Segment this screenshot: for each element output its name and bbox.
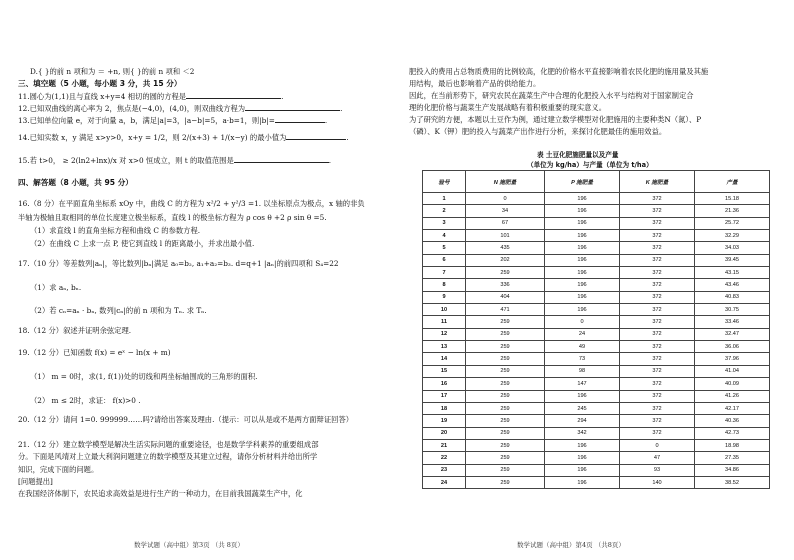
table-cell: 259 (466, 452, 545, 464)
table-cell: 34.86 (695, 464, 770, 476)
table-cell: 93 (620, 464, 695, 476)
table-row (423, 291, 770, 303)
table-cell: 372 (620, 427, 695, 439)
question-21-line2: 分。下面是风靖对上立最大利润问题建立的数学模型及其建立过程，请你分析材料并给出所学 (18, 452, 318, 461)
table-row (423, 439, 770, 451)
question-13: 13.已知单位向量 e，对于向量 a，b，满足|a|=3，|a−b|=5，a·b=1，则|b|= . (18, 116, 328, 125)
table-cell: 21 (423, 439, 466, 451)
question-17-part2: （2）若 cₙ=aₙ · bₙ, 数列|cₙ|的前 n 项和为 Tₙ. 求 Tₙ. (30, 306, 207, 315)
table-cell: 196 (545, 291, 620, 303)
header-n: N 施肥量 (466, 171, 545, 193)
table-cell: 20 (423, 427, 466, 439)
table-cell: 2 (423, 205, 466, 217)
table-row (423, 279, 770, 291)
paragraph-line: （磷）、K（钾）肥的投入与蔬菜产出作进行分析，来探讨化肥最佳的施用效益。 (409, 127, 667, 136)
table-cell: 19 (423, 415, 466, 427)
problem-heading: [问题提出] (18, 477, 53, 486)
question-21-line1: 21.（12 分）建立数学模型是解决生活实际问题的重要途径，也是数学学科素养的重要组成部 (18, 440, 319, 449)
question-21-line3: 知识，完成下面的问题。 (18, 465, 99, 474)
table-cell: 22 (423, 452, 466, 464)
question-16-part1: （1）求直线 l 的直角坐标方程和曲线 C 的参数方程. (30, 226, 201, 235)
table-cell: 196 (545, 304, 620, 316)
table-cell: 372 (620, 341, 695, 353)
table-cell: 372 (620, 415, 695, 427)
question-19-part2: （2） m ≤ 2时，求证： f(x)>0 . (30, 396, 141, 405)
table-cell: 0 (620, 439, 695, 451)
table-cell: 7 (423, 267, 466, 279)
paragraph-line: 用结构，最后也影响着产品的供给能力。 (409, 79, 541, 88)
table-cell: 372 (620, 402, 695, 414)
table-cell: 43.15 (695, 267, 770, 279)
question-14: 14.已知实数 x，y 满足 x>y>0，x+y = 1/2，则 2/(x+3) + 1/(x−y) 的最小值为 . (18, 133, 349, 142)
table-cell: 140 (620, 476, 695, 488)
table-row (423, 328, 770, 340)
table-cell: 5 (423, 242, 466, 254)
table-cell: 4 (423, 230, 466, 242)
table-cell: 196 (545, 254, 620, 266)
header-p: P 施肥量 (545, 171, 620, 193)
table-cell: 34.03 (695, 242, 770, 254)
table-cell: 372 (620, 390, 695, 402)
table-cell: 101 (466, 230, 545, 242)
header-k: K 施肥量 (620, 171, 695, 193)
table-cell: 259 (466, 267, 545, 279)
table-cell: 27.35 (695, 452, 770, 464)
table-row (423, 217, 770, 229)
question-18: 18.（12 分）叙述并证明余弦定理. (18, 326, 132, 335)
table-cell: 259 (466, 476, 545, 488)
table-row (423, 205, 770, 217)
table-cell: 36.06 (695, 341, 770, 353)
table-cell: 372 (620, 254, 695, 266)
table-row (423, 464, 770, 476)
table-cell: 372 (620, 316, 695, 328)
table-cell: 0 (466, 193, 545, 205)
table-cell: 11 (423, 316, 466, 328)
table-cell: 259 (466, 427, 545, 439)
table-row (423, 452, 770, 464)
table-row (423, 415, 770, 427)
section-fill-blank-heading: 三、填空题（5 小题，每小题 3 分，共 15 分） (18, 79, 182, 88)
table-row (423, 267, 770, 279)
table-cell: 259 (466, 439, 545, 451)
table-cell: 372 (620, 378, 695, 390)
table-cell: 196 (545, 267, 620, 279)
table-cell: 259 (466, 378, 545, 390)
table-cell: 342 (545, 427, 620, 439)
question-20: 20.（12 分）请问 1=0. 999999……吗?请给出答案及理由.（提示：可以从是或不是两方面辩证回答） (18, 415, 354, 424)
table-cell: 196 (545, 242, 620, 254)
table-cell: 336 (466, 279, 545, 291)
table-cell: 9 (423, 291, 466, 303)
table-cell: 24 (423, 476, 466, 488)
table-cell: 98 (545, 365, 620, 377)
option-d: D.{ }的前 n 项和为 ＝ +n, 则{ }的前 n 项和 ＜2 (30, 67, 195, 76)
table-cell: 196 (545, 279, 620, 291)
table-cell: 37.96 (695, 353, 770, 365)
page-footer: 数学试题（高中组）第3页 （共 8页） (134, 541, 244, 549)
header-trial: 验号 (423, 171, 466, 193)
question-16-part2: （2）在曲线 C 上求一点 P, 使它到直线 l 的距离最小，并求出最小值. (30, 239, 255, 248)
table-cell: 33.46 (695, 316, 770, 328)
table-cell: 34 (466, 205, 545, 217)
table-cell: 372 (620, 291, 695, 303)
table-cell: 196 (545, 390, 620, 402)
table-cell: 38.52 (695, 476, 770, 488)
table-cell: 259 (466, 341, 545, 353)
table-cell: 196 (545, 205, 620, 217)
table-cell: 372 (620, 304, 695, 316)
table-cell: 372 (620, 217, 695, 229)
table-cell: 0 (545, 316, 620, 328)
table-cell: 196 (545, 452, 620, 464)
table-cell: 13 (423, 341, 466, 353)
table-cell: 18 (423, 402, 466, 414)
table-cell: 43.46 (695, 279, 770, 291)
table-cell: 196 (545, 464, 620, 476)
table-cell: 18.98 (695, 439, 770, 451)
question-11: 11.圆心为(1,1)且与直线 x+y=4 相切的圆的方程是 . (18, 92, 284, 101)
table-cell: 39.45 (695, 254, 770, 266)
table-row (423, 378, 770, 390)
table-cell: 30.75 (695, 304, 770, 316)
table-cell: 435 (466, 242, 545, 254)
table-row (423, 230, 770, 242)
table-cell: 16 (423, 378, 466, 390)
table-row (423, 254, 770, 266)
table-row (423, 353, 770, 365)
question-16-line2: 半轴为极轴且取相同的单位长度建立极坐标系，直线 l 的极坐标方程为 ρ cos θ +2 ρ sin θ =5. (18, 213, 327, 222)
table-cell: 17 (423, 390, 466, 402)
table-row (423, 365, 770, 377)
question-19-part1: （1） m = 0时，求(1, f(1))处的切线和两坐标轴围成的三角形的面积. (30, 372, 258, 381)
table-row (423, 341, 770, 353)
table-cell: 372 (620, 365, 695, 377)
table-cell: 14 (423, 353, 466, 365)
table-cell: 147 (545, 378, 620, 390)
page-footer: 数学试题（高中组）第4页 （共8页） (517, 541, 625, 549)
table-cell: 259 (466, 390, 545, 402)
table-cell: 245 (545, 402, 620, 414)
table-cell: 42.17 (695, 402, 770, 414)
answer-blank (186, 92, 281, 99)
paragraph-line: 为了研究的方便，本题以土豆作为例，通过建立数学模型对化肥施用的主要种类N（氮）、P (409, 115, 702, 124)
table-cell: 12 (423, 328, 466, 340)
answer-blank (286, 133, 346, 140)
table-row (423, 476, 770, 488)
table-cell: 259 (466, 328, 545, 340)
answer-blank (275, 116, 325, 123)
table-cell: 372 (620, 328, 695, 340)
header-yield: 产量 (695, 171, 770, 193)
table-cell: 15 (423, 365, 466, 377)
table-row (423, 304, 770, 316)
table-cell: 8 (423, 279, 466, 291)
question-19: 19.（12 分）已知函数 f(x) = eˣ − ln(x + m) (18, 348, 171, 357)
table-cell: 259 (466, 353, 545, 365)
table-cell: 1 (423, 193, 466, 205)
table-cell: 6 (423, 254, 466, 266)
table-cell: 471 (466, 304, 545, 316)
table-cell: 372 (620, 205, 695, 217)
table-cell: 40.09 (695, 378, 770, 390)
table-cell: 67 (466, 217, 545, 229)
table-row (423, 390, 770, 402)
table-cell: 41.04 (695, 365, 770, 377)
table-cell: 404 (466, 291, 545, 303)
table-cell: 24 (545, 328, 620, 340)
table-cell: 259 (466, 316, 545, 328)
table-cell: 25.72 (695, 217, 770, 229)
table-cell: 202 (466, 254, 545, 266)
table-cell: 10 (423, 304, 466, 316)
table-cell: 196 (545, 217, 620, 229)
table-cell: 42.73 (695, 427, 770, 439)
question-17-part1: （1）求 aₙ, bₙ. (30, 283, 82, 292)
table-cell: 40.36 (695, 415, 770, 427)
table-cell: 259 (466, 415, 545, 427)
table-row (423, 402, 770, 414)
paragraph-line: 肥投入的费用占总物质费用的比例较高，化肥的价格水平直接影响着农民化肥的施用量及其施 (409, 67, 709, 76)
right-page (397, 0, 794, 560)
table-cell: 21.36 (695, 205, 770, 217)
table-cell: 40.83 (695, 291, 770, 303)
table-cell: 372 (620, 267, 695, 279)
paragraph-line: 理的化肥价格与蔬菜生产发展战略有着积极重要的现实意义。 (409, 103, 607, 112)
table-cell: 23 (423, 464, 466, 476)
table-cell: 372 (620, 230, 695, 242)
question-17: 17.（10 分）等差数列|aₙ|，等比数列|bₙ|满足 a₀=b₂, a₁+a₂=b₃. d=q+1 |aₙ|的前四项和 S₄=22 (18, 259, 339, 268)
table-cell: 196 (545, 476, 620, 488)
paragraph-line: 因此，在当前形势下，研究农民在蔬菜生产中合理的化肥投入水平与结构对于国家制定合 (409, 91, 694, 100)
table-cell: 47 (620, 452, 695, 464)
table-cell: 73 (545, 353, 620, 365)
table-cell: 259 (466, 365, 545, 377)
table-subtitle: （单位为 kg/ha）与产量（单位为 t/ha） (527, 161, 653, 169)
problem-paragraph: 在我国经济体制下，农民追求高效益是进行生产的一种动力，在目前我国蔬菜生产中，化 (18, 489, 303, 498)
table-cell: 372 (620, 353, 695, 365)
table-title: 表 土豆化肥施肥量以及产量 (537, 151, 619, 159)
fertilizer-table (422, 170, 770, 489)
table-cell: 372 (620, 242, 695, 254)
question-15: 15.若 t>0， ≥ 2(ln2+lnx)/x 对 x>0 恒成立，则 t 的取值范围是 . (18, 156, 332, 165)
answer-blank (245, 104, 340, 111)
table-cell: 41.26 (695, 390, 770, 402)
table-cell: 15.18 (695, 193, 770, 205)
table-row (423, 316, 770, 328)
table-header-row (423, 171, 770, 193)
question-16-line1: 16.（8 分）在平面直角坐标系 xOy 中，曲线 C 的方程为 x²/2 + y²/3 =1. 以坐标原点为极点，x 轴的非负 (18, 199, 365, 208)
table-cell: 259 (466, 464, 545, 476)
table-cell: 32.47 (695, 328, 770, 340)
table-row (423, 427, 770, 439)
table-cell: 372 (620, 193, 695, 205)
table-cell: 32.29 (695, 230, 770, 242)
table-row (423, 193, 770, 205)
table-cell: 372 (620, 279, 695, 291)
question-12: 12.已知双曲线的离心率为 2，焦点是(−4,0)，(4,0)，则双曲线方程为 . (18, 104, 343, 113)
table-row (423, 242, 770, 254)
table-cell: 294 (545, 415, 620, 427)
table-cell: 196 (545, 439, 620, 451)
table-cell: 196 (545, 230, 620, 242)
table-cell: 196 (545, 193, 620, 205)
table-cell: 3 (423, 217, 466, 229)
answer-blank (234, 156, 329, 163)
table-cell: 259 (466, 402, 545, 414)
table-cell: 49 (545, 341, 620, 353)
section-answer-heading: 四、解答题（8 小题，共 95 分） (18, 178, 133, 187)
